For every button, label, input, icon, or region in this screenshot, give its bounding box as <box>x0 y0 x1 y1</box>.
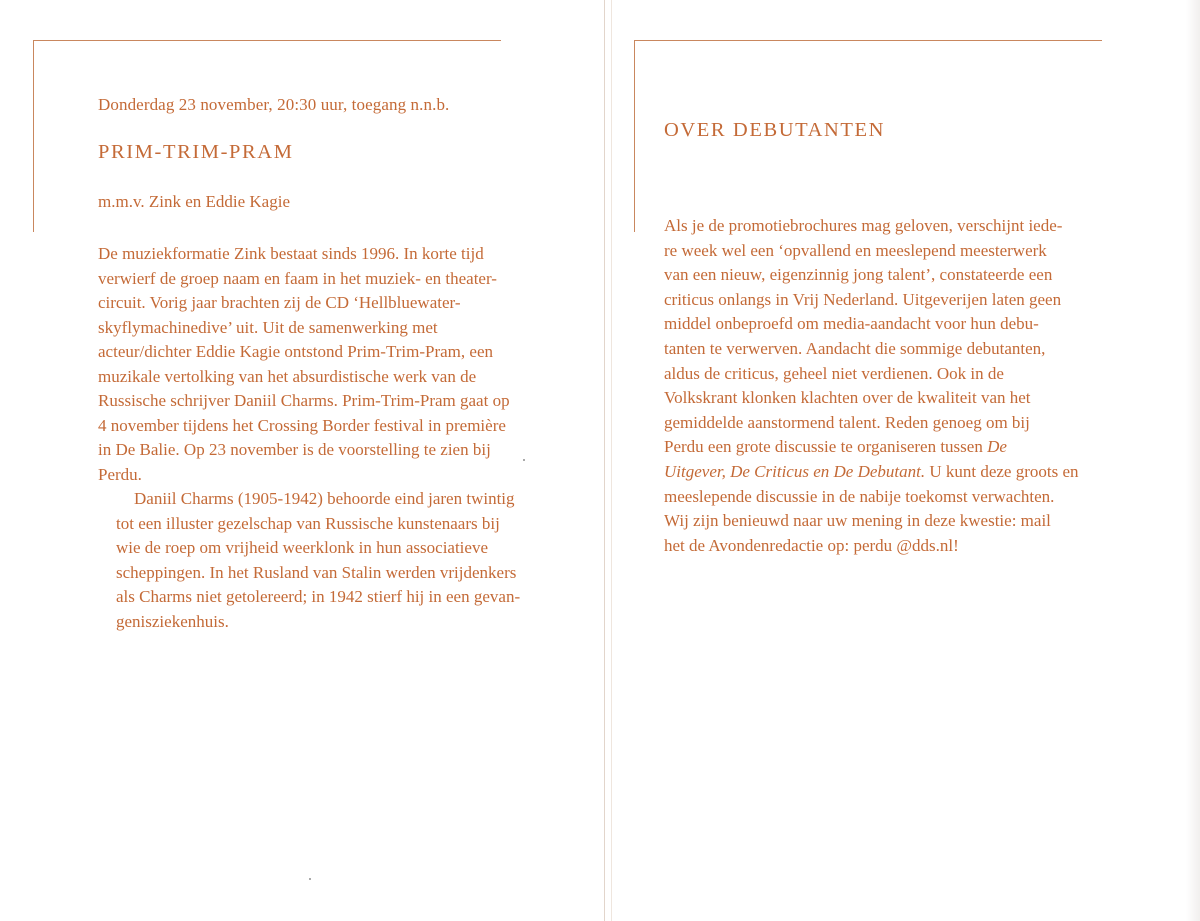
text-line: verwierf de groep naam en faam in het muziek- en theater- <box>98 268 497 288</box>
left-body-text <box>98 242 578 634</box>
text-line <box>664 460 1144 485</box>
text-line: het de Avondenredactie op: perdu @dds.nl! <box>664 535 959 555</box>
paragraph-zink <box>98 242 578 487</box>
text-line: Als je de promotiebrochures mag geloven, verschijnt iede- <box>664 216 1063 235</box>
text-line: tot een illuster gezelschap van Russische kunstenaars bij <box>116 513 500 533</box>
text-line: Russische schrijver Daniil Charms. Prim-Trim-Pram gaat op <box>98 391 510 410</box>
right-side-rule <box>634 40 635 232</box>
text-line: Volkskrant klonken klachten over de kwaliteit van het <box>664 388 1031 408</box>
text-line: tanten te verwerven. Aandacht die sommige debutanten, <box>664 338 1046 358</box>
text-line: Daniil Charms (1905-1942) behoorde eind jaren twintig <box>134 489 515 508</box>
scan-speck <box>309 878 311 880</box>
text-line: gemiddelde aanstormend talent. Reden genoeg om bij <box>664 412 1030 432</box>
right-page <box>610 0 1200 921</box>
event-date-line: Donderdag 23 november, 20:30 uur, toegang n.n.b. <box>98 95 450 114</box>
text-line: in De Balie. Op 23 november is de voorstelling te zien bij <box>98 440 491 459</box>
text-line: scheppingen. In het Rusland van Stalin werden vrijdenkers <box>116 562 517 582</box>
text-segment: Perdu een grote discussie te organiseren tussen <box>664 437 988 457</box>
paragraph-charms <box>98 487 578 634</box>
italic-title: De <box>987 437 1007 457</box>
text-line: van een nieuw, eigenzinnig jong talent’, constateerde een <box>664 265 1053 285</box>
event-credits: m.m.v. Zink en Eddie Kagie <box>98 192 290 211</box>
text-line: circuit. Vorig jaar brachten zij de CD ‘Hellbluewater- <box>98 293 461 312</box>
paper-edge-shadow <box>1186 0 1200 921</box>
right-body-text <box>664 214 1144 558</box>
text-line: Wij zijn benieuwd naar uw mening in deze kwestie: mail <box>664 511 1051 531</box>
left-side-rule <box>33 40 34 232</box>
text-line: middel onbeproefd om media-aandacht voor hun debu- <box>664 314 1039 334</box>
left-top-rule <box>33 40 501 41</box>
text-line: aldus de criticus, geheel niet verdienen. Ook in de <box>664 363 1004 383</box>
text-line: wie de roep om vrijheid weerklonk in hun associatieve <box>116 538 488 557</box>
section-title: OVER DEBUTANTEN <box>664 119 886 141</box>
text-line: muzikale vertolking van het absurdistische werk van de <box>98 366 477 386</box>
text-line: genisziekenhuis. <box>116 611 229 631</box>
text-line: re week wel een ‘opvallend en meeslepend meesterwerk <box>664 240 1047 260</box>
text-line: meeslepende discussie in de nabije toekomst verwachten. <box>664 486 1055 506</box>
text-line: De muziekformatie Zink bestaat sinds 1996. In korte tijd <box>98 244 484 263</box>
text-line: Perdu. <box>98 464 142 484</box>
text-line <box>664 435 1144 460</box>
text-line: als Charms niet getolereerd; in 1942 stierf hij in een gevan- <box>116 587 521 606</box>
page-fold-left <box>604 0 605 921</box>
text-line: criticus onlangs in Vrij Nederland. Uitgeverijen laten geen <box>664 289 1062 309</box>
scan-speck <box>523 459 525 461</box>
right-top-rule <box>634 40 1102 41</box>
text-line: 4 november tijdens het Crossing Border festival in première <box>98 415 506 435</box>
text-segment: U kunt deze groots en <box>925 461 1079 481</box>
text-line: acteur/dichter Eddie Kagie ontstond Prim-Trim-Pram, een <box>98 342 494 361</box>
text-line: skyflymachinedive’ uit. Uit de samenwerking met <box>98 317 438 337</box>
italic-title: Uitgever, De Criticus en De Debutant. <box>664 461 926 481</box>
event-title: PRIM-TRIM-PRAM <box>98 141 294 163</box>
